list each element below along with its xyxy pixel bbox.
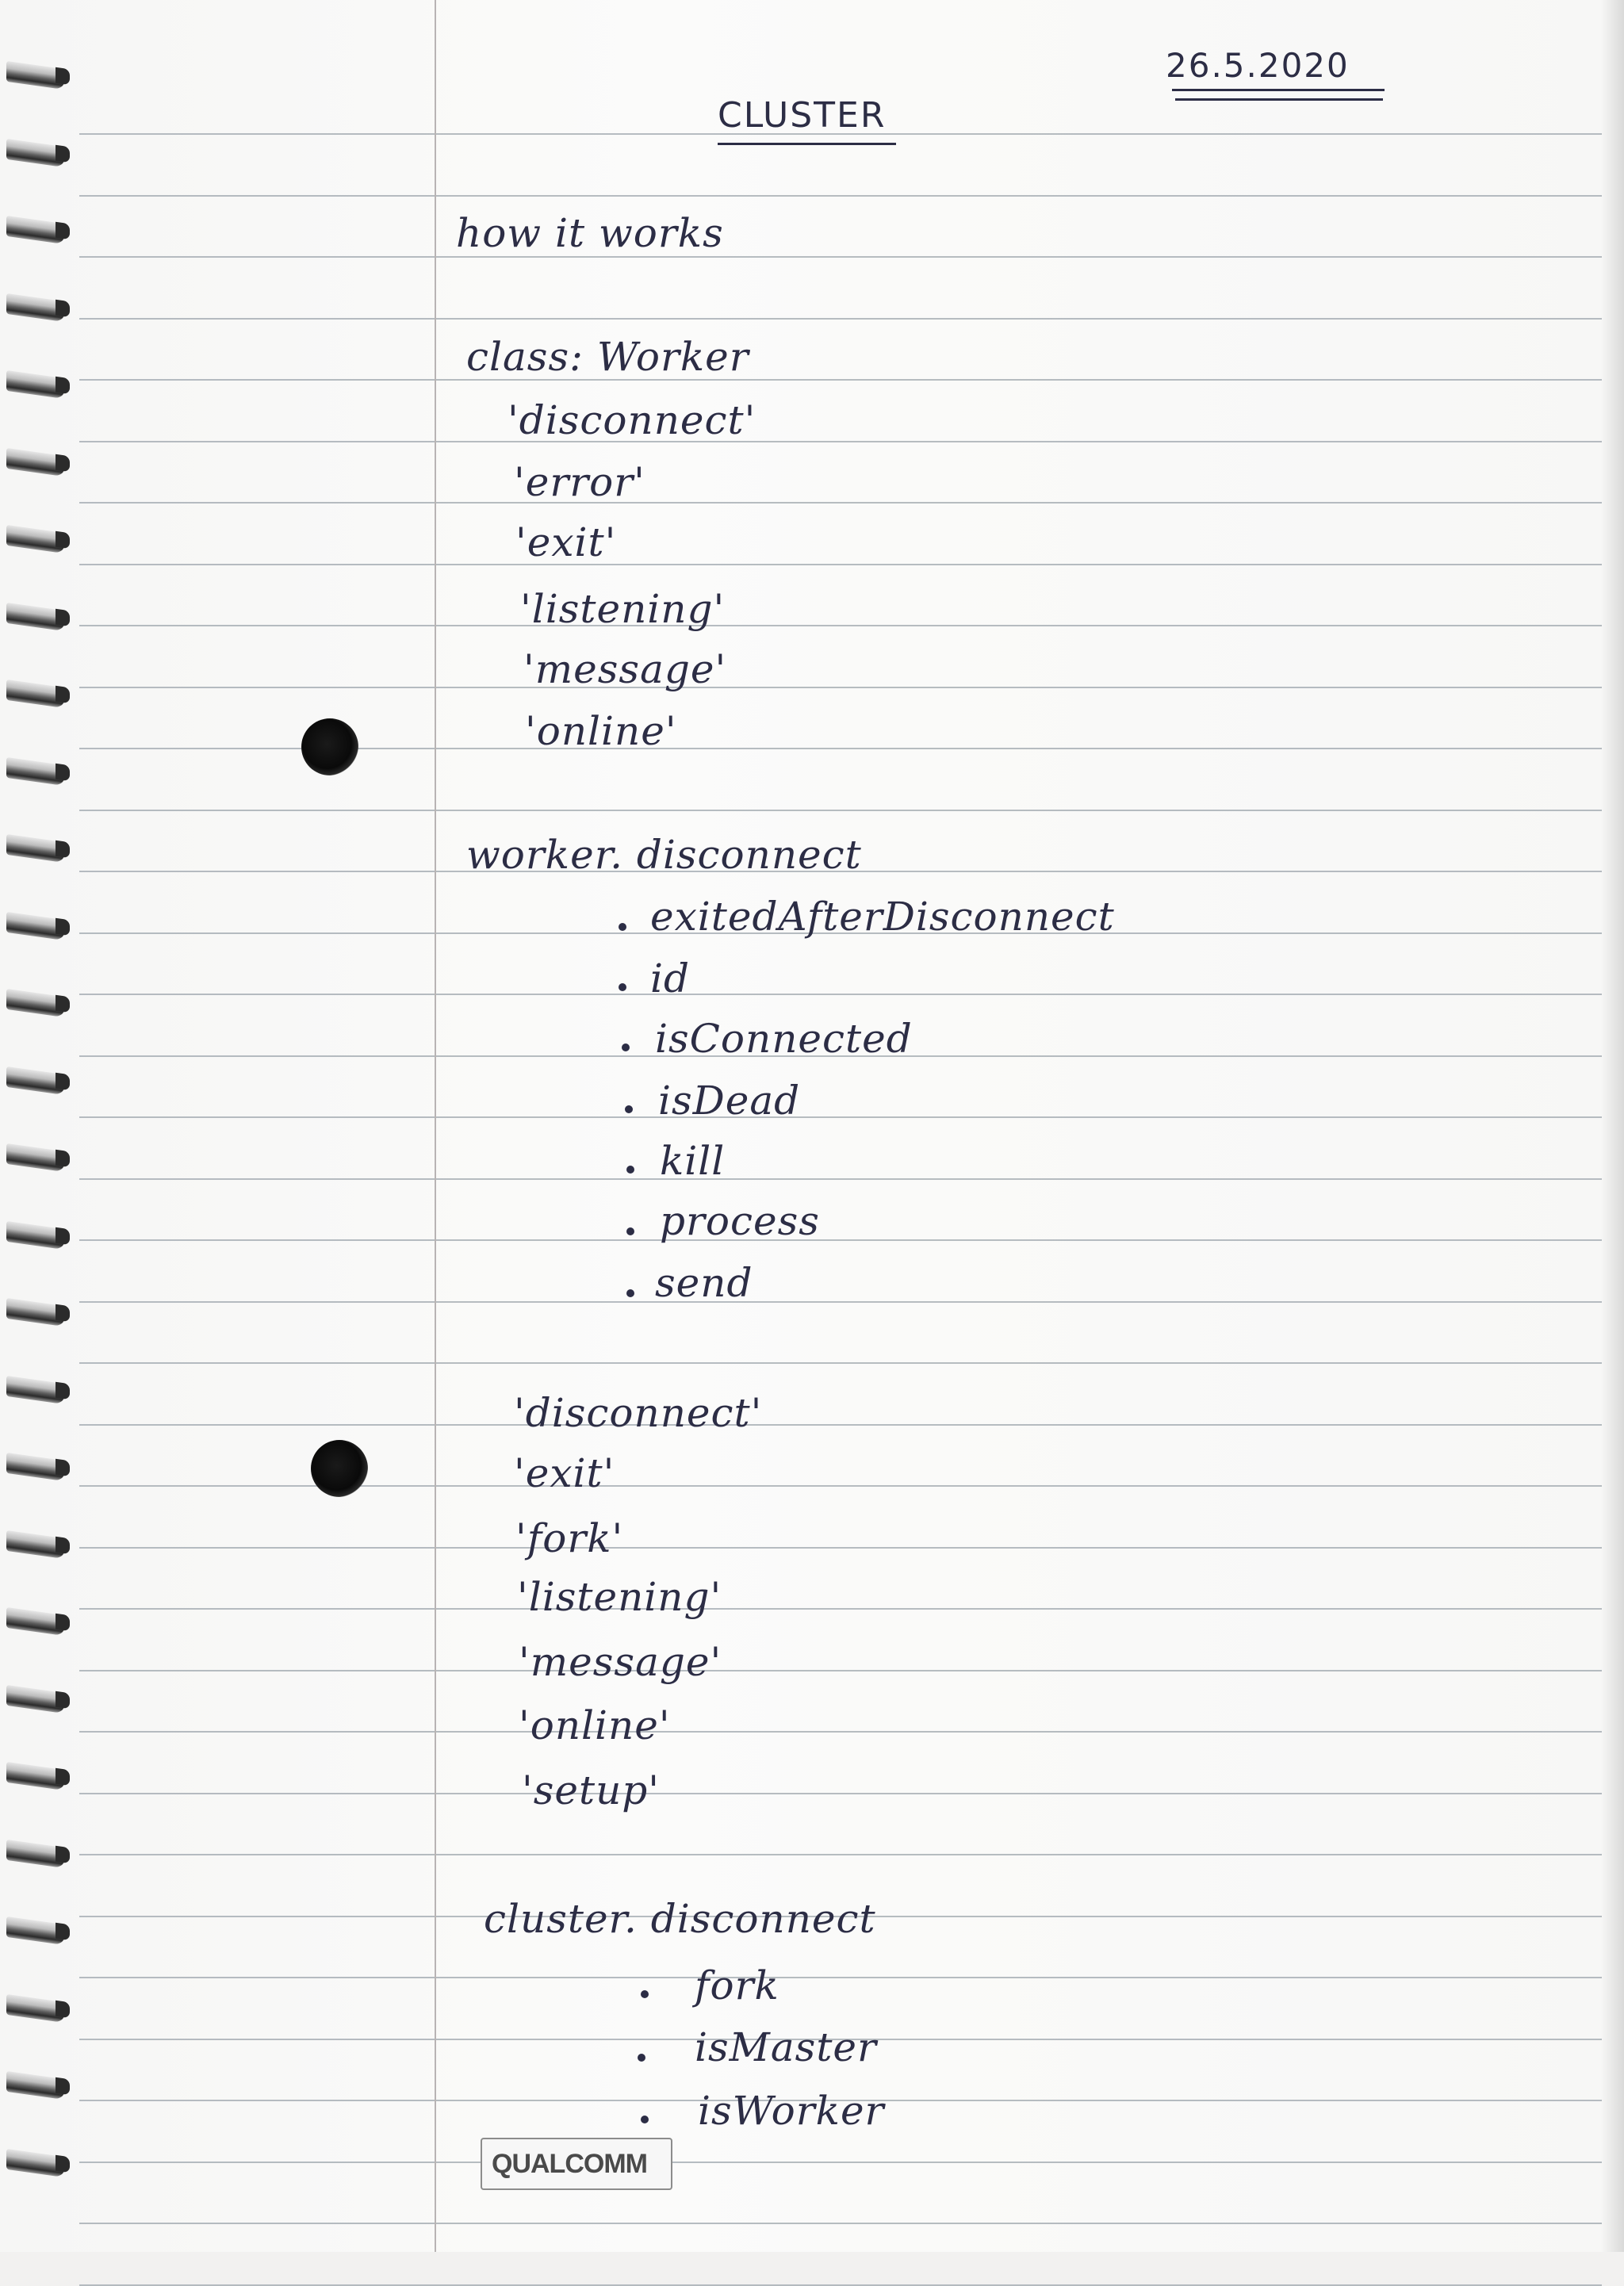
spiral-coil (0, 1146, 73, 1173)
worker-event: 'exit' (515, 519, 617, 565)
coil-shadow (56, 918, 70, 936)
ruled-line (79, 441, 1602, 442)
cluster-event: 'disconnect' (514, 1390, 763, 1436)
coil-shadow (56, 1150, 70, 1168)
worker-member: isDead (658, 1078, 801, 1124)
worker-member: process (660, 1198, 820, 1244)
bullet (641, 1990, 649, 1998)
ruled-line (79, 1547, 1602, 1549)
coil-shadow (56, 1382, 70, 1400)
cluster-event: 'setup' (522, 1767, 661, 1813)
punch-hole (301, 718, 358, 775)
ruled-line (79, 502, 1602, 504)
coil-shadow (56, 145, 70, 163)
bullet (625, 1105, 633, 1113)
spiral-coil (0, 141, 73, 168)
ruled-line (79, 1178, 1602, 1180)
page-title: CLUSTER (718, 95, 887, 136)
spiral-coil (0, 1919, 73, 1946)
spiral-coil (0, 1842, 73, 1869)
ruled-line (79, 1424, 1602, 1426)
ruled-line (79, 1731, 1602, 1733)
spiral-coil (0, 1610, 73, 1637)
ruled-line (79, 1239, 1602, 1241)
ruled-line (79, 256, 1602, 258)
coil-shadow (56, 2077, 70, 2096)
ruled-line (79, 1854, 1602, 1855)
coil-shadow (56, 300, 70, 318)
coil-shadow (56, 1846, 70, 1864)
ruled-line (79, 1301, 1602, 1303)
coil-shadow (56, 1537, 70, 1555)
coil-shadow (56, 840, 70, 859)
cluster-member: isWorker (698, 2088, 885, 2134)
ruled-line (79, 1485, 1602, 1487)
qualcomm-logo (481, 2138, 672, 2190)
spiral-coil (0, 1764, 73, 1791)
bullet (626, 1166, 634, 1174)
ruled-line (79, 318, 1602, 320)
coil-shadow (56, 1691, 70, 1710)
coil-shadow (56, 2155, 70, 2173)
worker-event: 'online' (525, 708, 677, 754)
worker-member: isConnected (655, 1016, 913, 1062)
worker-event: 'error' (514, 459, 645, 505)
spiral-coil (0, 373, 73, 400)
coil-shadow (56, 2001, 70, 2019)
cluster-heading: cluster. disconnect (484, 1896, 876, 1942)
bullet (626, 1227, 634, 1235)
coil-shadow (56, 454, 70, 473)
spiral-coil (0, 1300, 73, 1327)
ruled-line (79, 1362, 1602, 1364)
coil-shadow (56, 1614, 70, 1632)
spiral-coil (0, 296, 73, 323)
page-edge-shadow (1600, 0, 1624, 2252)
coil-shadow (56, 1768, 70, 1786)
coil-shadow (56, 764, 70, 782)
worker-event: 'message' (523, 646, 727, 692)
coil-shadow (56, 1304, 70, 1323)
coil-shadow (56, 377, 70, 395)
cluster-event: 'fork' (515, 1515, 624, 1561)
ruled-line (79, 564, 1602, 565)
ruled-line (79, 810, 1602, 811)
coil-shadow (56, 1923, 70, 1941)
spiral-coil (0, 1687, 73, 1714)
spiral-coil (0, 991, 73, 1018)
spiral-coil (0, 1378, 73, 1405)
class-label: class: Worker (466, 334, 749, 380)
coil-shadow (56, 609, 70, 627)
ruled-line (79, 994, 1602, 995)
logo-text: QUALCOMM (492, 2149, 647, 2179)
worker-event: 'disconnect' (508, 397, 756, 443)
bullet (626, 1289, 634, 1297)
spiral-coil (0, 605, 73, 632)
section-heading: how it works (456, 210, 724, 256)
ruled-line (79, 1977, 1602, 1978)
bullet (638, 2054, 645, 2062)
worker-member: kill (660, 1138, 726, 1184)
spiral-coil (0, 527, 73, 554)
date-underline (1175, 98, 1383, 101)
punch-hole (311, 1440, 368, 1497)
ruled-line (79, 2162, 1602, 2163)
date-underline (1172, 89, 1385, 91)
ruled-line (79, 1608, 1602, 1610)
spiral-coil (0, 1069, 73, 1096)
worker-member: id (650, 955, 690, 1001)
ruled-line (79, 1116, 1602, 1118)
cluster-member: fork (695, 1962, 779, 2008)
cluster-event: 'listening' (517, 1574, 722, 1620)
bullet (619, 923, 626, 931)
worker-heading: worker. disconnect (466, 832, 862, 878)
spiral-coil (0, 837, 73, 863)
ruled-line (79, 379, 1602, 381)
worker-member: send (655, 1260, 753, 1306)
coil-shadow (56, 1227, 70, 1246)
spiral-coil (0, 63, 73, 90)
ruled-line (79, 1670, 1602, 1671)
ruled-line (79, 1793, 1602, 1794)
bullet (641, 2116, 649, 2123)
spiral-coil (0, 760, 73, 787)
spiral-coil (0, 2151, 73, 2178)
spiral-coil (0, 1533, 73, 1560)
title-underline (718, 143, 896, 145)
spiral-coil (0, 682, 73, 709)
spiral-coil (0, 1223, 73, 1250)
ruled-line (79, 2223, 1602, 2224)
coil-shadow (56, 531, 70, 549)
margin-line (435, 0, 436, 2252)
bullet (619, 983, 626, 991)
spiral-coil (0, 914, 73, 941)
spiral-coil (0, 218, 73, 245)
spiral-coil (0, 450, 73, 477)
spiral-coil (0, 1997, 73, 2024)
ruled-line (79, 687, 1602, 688)
coil-shadow (56, 67, 70, 86)
bullet (622, 1043, 630, 1051)
ruled-line (79, 195, 1602, 197)
spiral-coil (0, 1455, 73, 1482)
coil-shadow (56, 995, 70, 1013)
worker-member: exitedAfterDisconnect (650, 894, 1115, 940)
coil-shadow (56, 686, 70, 704)
cluster-event: 'online' (519, 1702, 671, 1748)
cluster-event: 'message' (519, 1639, 722, 1685)
cluster-event: 'exit' (514, 1450, 615, 1496)
ruled-line (79, 625, 1602, 626)
coil-shadow (56, 1073, 70, 1091)
spiral-coil (0, 2073, 73, 2100)
date: 26.5.2020 (1166, 46, 1350, 85)
worker-event: 'listening' (520, 586, 726, 632)
cluster-member: isMaster (695, 2024, 877, 2070)
coil-shadow (56, 222, 70, 240)
coil-shadow (56, 1459, 70, 1477)
